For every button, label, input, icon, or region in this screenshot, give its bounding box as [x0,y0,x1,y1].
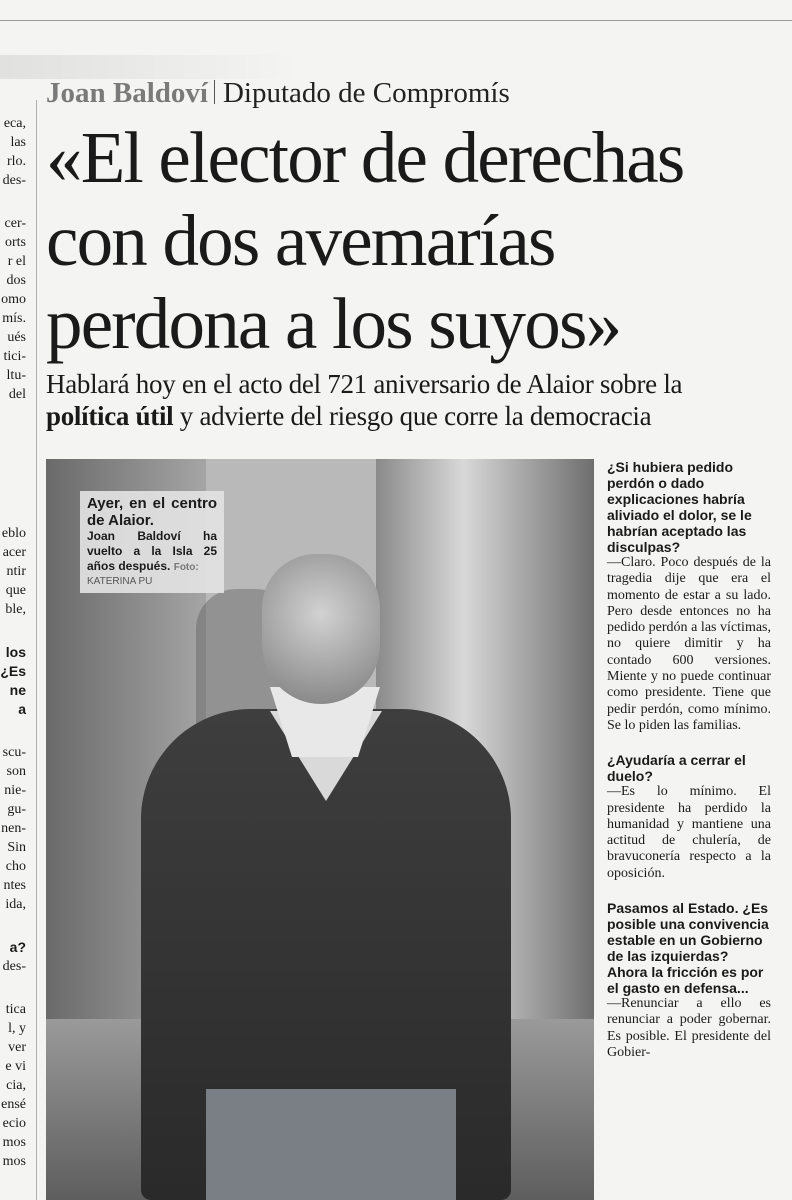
column-fragment: scu- [2,745,26,760]
portrait-photo [46,459,594,1200]
caption-body: Joan Baldoví ha vuelto a la Isla 25 años después. [87,529,217,573]
column-fragment: ¿Es [0,663,26,679]
top-rule [0,20,792,21]
column-fragment: omo [1,292,26,307]
column-fragment: las [10,135,26,150]
column-fragment: mís. [2,311,26,326]
column-fragment: tici- [3,349,26,364]
column-fragment: del [8,387,26,402]
caption-text [87,529,217,575]
subtitle-bold: política útil [46,401,174,431]
column-fragment: ntir [6,564,26,579]
column-fragment: ensé [1,1097,26,1112]
headline-line: «El elector de derechas [46,117,684,198]
column-fragment: eblo [1,526,26,541]
photo-person-head [262,554,380,704]
subtitle-rest: y advierte del riesgo que corre la democracia [173,401,652,431]
interview-column [607,459,771,1061]
column-fragment: ida, [5,897,26,912]
column-fragment: nen- [1,821,26,836]
column-fragment: nie- [4,783,26,798]
interview-answer: —Renunciar a ello es renunciar a poder gobernar. Es posible. El presidente del Gobier- [607,996,771,1060]
column-rule [36,100,37,1200]
column-fragment: eca, [3,116,26,131]
adjacent-article-column [0,100,28,1200]
column-fragment: son [6,764,26,779]
column-fragment: tica [5,1002,26,1017]
column-fragment: que [5,583,26,598]
photo-caption [80,491,224,593]
interview-question: ¿Si hubiera pedido perdón o dado explicaciones habría aliviado el dolor, se le habrían aceptado las disculpas? [607,459,752,555]
column-fragment: rlo. [6,154,26,169]
headline-line: perdona a los suyos» [46,283,621,364]
subtitle-line [46,400,786,432]
interview-question: ¿Ayudaría a cerrar el duelo? [607,752,746,785]
column-fragment: cer- [4,216,26,231]
byline-name: Joan Baldoví [46,77,208,109]
caption-lead: Ayer, en el centro de Alaior. [87,495,217,529]
column-fragment: l, y [8,1021,26,1036]
column-fragment: ecio [2,1116,26,1131]
subtitle [46,368,786,432]
column-fragment: cho [5,859,26,874]
column-fragment: des- [2,173,26,188]
byline-role: Diputado de Compromís [222,77,510,109]
column-fragment: ver [8,1040,26,1055]
photo-person-jeans [206,1089,456,1200]
column-fragment: a [18,701,26,717]
column-fragment: orts [5,235,26,250]
byline [46,76,510,110]
column-fragment: e vi [5,1059,26,1074]
interview-answer: —Es lo mínimo. El presidente ha perdido la humanidad y mantiene una actitud de chulería, de bravuconería respecto a la oposición. [607,784,771,881]
column-fragment: dos [6,273,26,288]
column-fragment: acer [2,545,26,560]
column-fragment: gu- [7,802,26,817]
column-fragment: ble, [5,602,26,617]
column-fragment: a? [9,939,26,955]
column-fragment: los [5,644,26,660]
column-fragment: ntes [3,878,26,893]
headline [46,116,786,365]
column-fragment: mos [2,1154,26,1169]
column-fragment: ne [9,682,26,698]
byline-separator [214,80,215,104]
column-fragment: des- [2,959,26,974]
column-fragment: mos [2,1135,26,1150]
column-fragment: cia, [6,1078,26,1093]
interview-question: Pasamos al Estado. ¿Es posible una convivencia estable en un Gobierno de las izquierdas? Ahora la fricción es por el gasto en defensa... [607,900,769,997]
column-fragment: ués [7,330,26,345]
column-fragment: ltu- [6,368,26,383]
headline-line: con dos avemarías [46,200,555,281]
caption-credit-label: Foto: [173,562,199,573]
caption-credit: KATERINA PU [87,576,153,587]
column-fragment: Sin [7,840,26,855]
interview-answer: —Claro. Poco después de la tragedia dije que era el momento de estar a su lado. Pero desde entonces no ha pedido perdón a las víctimas, no quiere dimitir y ha contado 600 versiones. Miente y no puede continuar como presidente. Tiene que pedir perdón, como mínimo. Se lo piden las familias. [607,555,771,733]
column-fragment: r el [7,254,26,269]
subtitle-line: Hablará hoy en el acto del 721 aniversario de Alaior sobre la [46,369,683,399]
